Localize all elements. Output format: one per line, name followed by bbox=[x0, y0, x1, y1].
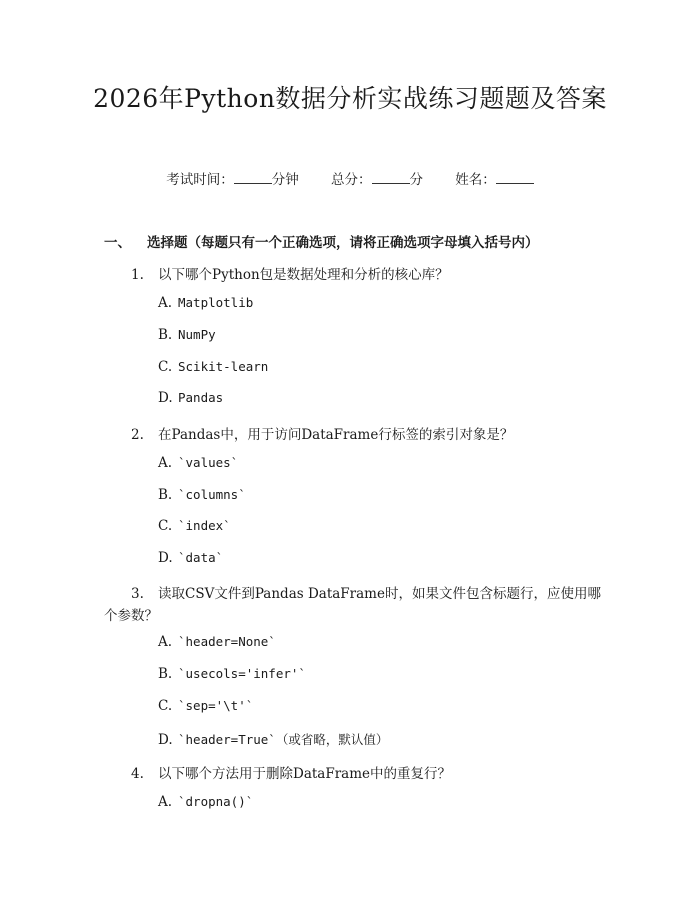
question-text: 以下哪个Python包是数据处理和分析的核心库？ bbox=[158, 267, 449, 283]
option-letter: A. bbox=[158, 794, 173, 810]
name-label: 姓名： bbox=[455, 172, 496, 188]
question-4 bbox=[131, 762, 451, 782]
option-letter: B. bbox=[158, 487, 173, 503]
option-text: Scikit-learn bbox=[178, 359, 269, 374]
option-3c bbox=[158, 698, 253, 714]
option-1c bbox=[158, 359, 268, 375]
question-number: 2. bbox=[131, 427, 144, 443]
option-1d bbox=[158, 390, 223, 406]
option-2c bbox=[158, 518, 231, 534]
option-3d bbox=[158, 730, 388, 748]
section-title: 选择题（每题只有一个正确选项，请将正确选项字母填入括号内） bbox=[147, 235, 539, 251]
question-text-line1: 读取CSV文件到Pandas DataFrame时，如果文件包含标题行，应使用哪 bbox=[158, 586, 601, 602]
total-score-label: 总分： bbox=[331, 172, 372, 188]
option-letter: D. bbox=[158, 732, 173, 748]
exam-info-line bbox=[0, 168, 700, 188]
exam-time-label: 考试时间： bbox=[166, 172, 234, 188]
option-text: `index` bbox=[178, 518, 231, 533]
question-text: 以下哪个方法用于删除DataFrame中的重复行？ bbox=[158, 766, 452, 782]
exam-time-blank bbox=[234, 171, 272, 184]
option-text: `data` bbox=[178, 550, 224, 565]
name-field bbox=[455, 172, 534, 188]
option-3b bbox=[158, 666, 306, 682]
exam-time-field bbox=[166, 172, 299, 188]
exam-time-unit: 分钟 bbox=[271, 172, 299, 188]
option-letter: C. bbox=[158, 518, 173, 534]
section-heading bbox=[104, 231, 539, 251]
option-1b bbox=[158, 327, 216, 343]
question-1 bbox=[131, 263, 449, 283]
question-number: 4. bbox=[131, 766, 144, 782]
question-number: 3. bbox=[131, 586, 144, 602]
option-text: Matplotlib bbox=[178, 295, 254, 310]
option-letter: C. bbox=[158, 698, 173, 714]
option-4a bbox=[158, 794, 253, 810]
option-text: `values` bbox=[178, 455, 239, 470]
option-text: NumPy bbox=[178, 327, 216, 342]
option-text: `columns` bbox=[178, 487, 246, 502]
section-number: 一、 bbox=[104, 235, 131, 251]
option-letter: B. bbox=[158, 327, 173, 343]
total-score-unit: 分 bbox=[409, 172, 423, 188]
option-letter: C. bbox=[158, 359, 173, 375]
question-text: 在Pandas中，用于访问DataFrame行标签的索引对象是？ bbox=[158, 427, 514, 443]
option-letter: D. bbox=[158, 550, 173, 566]
option-2b bbox=[158, 487, 246, 503]
option-1a bbox=[158, 295, 253, 311]
question-3 bbox=[131, 582, 601, 602]
option-text: `dropna()` bbox=[178, 794, 254, 809]
option-letter: B. bbox=[158, 666, 173, 682]
option-text: Pandas bbox=[178, 390, 224, 405]
option-text: `header=True`（或省略，默认值） bbox=[178, 732, 389, 747]
option-letter: A. bbox=[158, 634, 173, 650]
option-text: `header=None` bbox=[178, 634, 276, 649]
option-letter: A. bbox=[158, 295, 173, 311]
question-text-line2: 个参数？ bbox=[104, 608, 158, 624]
question-number: 1. bbox=[131, 267, 144, 283]
option-text: `sep='\t'` bbox=[178, 698, 254, 713]
option-2a bbox=[158, 455, 238, 471]
name-blank bbox=[496, 171, 534, 184]
total-score-blank bbox=[372, 171, 410, 184]
option-2d bbox=[158, 550, 223, 566]
question-2 bbox=[131, 423, 513, 443]
option-text: `usecols='infer'` bbox=[178, 666, 306, 681]
page-title: 2026年Python数据分析实战练习题题及答案 bbox=[93, 84, 607, 113]
option-3a bbox=[158, 634, 276, 650]
total-score-field bbox=[331, 172, 423, 188]
option-letter: D. bbox=[158, 390, 173, 406]
option-letter: A. bbox=[158, 455, 173, 471]
question-3-continuation bbox=[104, 604, 158, 624]
